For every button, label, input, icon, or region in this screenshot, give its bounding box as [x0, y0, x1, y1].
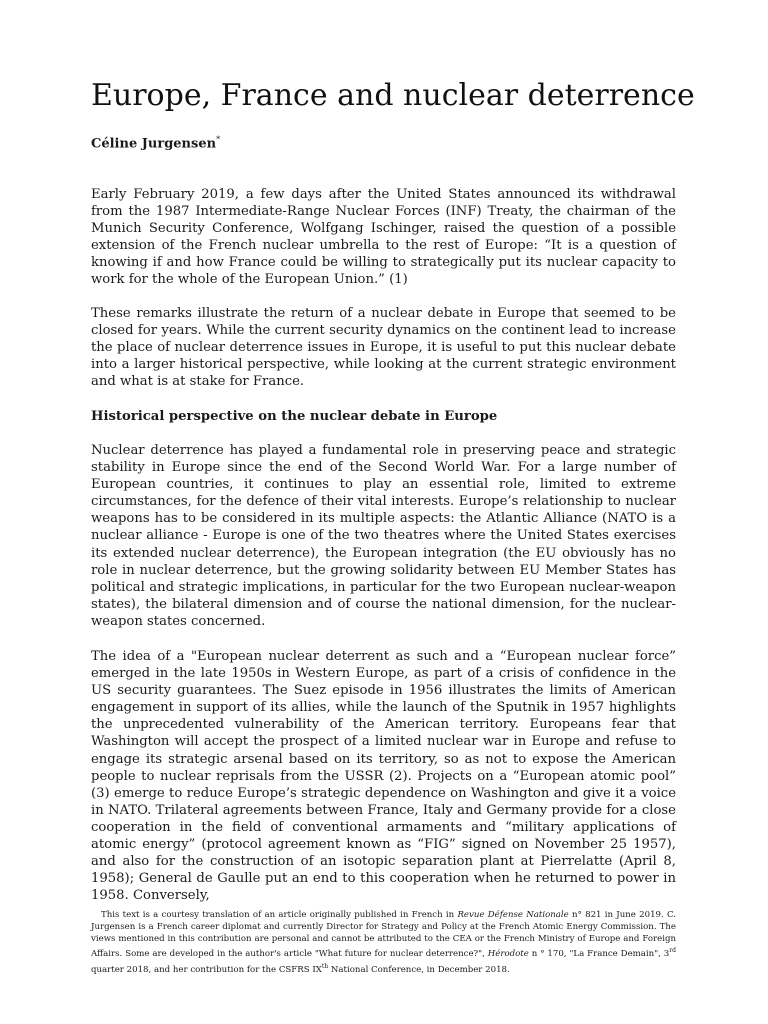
author-line — [91, 132, 220, 152]
footnote — [91, 910, 676, 977]
footnote-journal: Revue Défense Nationale — [457, 910, 569, 920]
footnote-ordinal: rd — [669, 947, 676, 955]
footnote-text: n° 821 in June 2019. C. Jurgensen is a French career diplomat and currently Director for Strategy and Policy at the French Atomic Energy Commission. The views mentioned in this contribution are personal and cannot be attributed to the CEA or the French Ministry of Europe and Foreign Affairs. Some are developed in the author's article "What future for nuclear deterrence?", — [91, 910, 676, 960]
section-heading: Historical perspective on the nuclear debate in Europe — [91, 409, 498, 424]
paragraph-intro: Early February 2019, a few days after the United States announced its withdrawal from the 1987 Intermediate-Range Nuclear Forces (INF) Treaty, the chairman of the Munich Security Conference, Wolfgang Ischinger, raised the question of a possible extension of the French nuclear umbrella to the rest of Europe: “It is a question of knowing if and how France could be willing to strategically put its nuclear capacity to work for the whole of the European Union.” (1) — [91, 187, 676, 288]
footnote-text: quarter 2018, and her contribution for the CSFRS IX — [91, 964, 322, 975]
footnote-text: National Conference, in December 2018. — [328, 964, 510, 975]
paragraph-european-deterrent: The idea of a "European nuclear deterrent as such and a “European nuclear force” emerged in the late 1950s in Western Europe, as part of a crisis of confidence in the US security guarantees. The Suez episode in 1956 illustrates the limits of American engagement in support of its allies, while the launch of the Sputnik in 1957 highlights the unprecedented vulnerability of the American territory. Europeans fear that Washington will accept the prospect of a limited nuclear war in Europe and refuse to engage its strategic arsenal based on its territory, so as not to expose the American people to nuclear reprisals from the USSR (2). Projects on a “European atomic pool” (3) emerge to reduce Europe’s strategic dependence on Washington and give it a voice in NATO. Trilateral agreements between France, Italy and Germany provide for a close cooperation in the field of conventional armaments and “military applications of atomic energy” (protocol agreement known as “FIG” signed on November 25 1957), and also for the construction of an isotopic separation plant at Pierrelatte (April 8, 1958); General de Gaulle put an end to this cooperation when he returned to power in 1958. Conversely, — [91, 649, 676, 904]
footnote-journal: Hérodote — [487, 949, 529, 960]
footnote-ordinal: th — [321, 963, 329, 971]
author-footnote-marker: * — [216, 135, 221, 144]
footnote-text: n ° 170, "La France Demain", 3 — [528, 949, 670, 960]
footnote-text: This text is a courtesy translation of an article originally published in French in — [101, 910, 458, 920]
paragraph-deterrence-role: Nuclear deterrence has played a fundamental role in preserving peace and strategic stability in Europe since the end of the Second World War. For a large number of European countries, it continues to play an essential role, limited to extreme circumstances, for the defence of their vital interests. Europe’s relationship to nuclear weapons has to be considered in its multiple aspects: the Atlantic Alliance (NATO is a nuclear alliance - Europe is one of the two theatres where the United States exercises its extended nuclear deterrence), the European integration (the EU obviously has no role in nuclear deterrence, but the growing solidarity between EU Member States has political and strategic implications, in particular for the two European nuclear-weapon states), the bilateral dimension and of course the national dimension, for the nuclear-weapon states concerned. — [91, 443, 676, 629]
author-name: Céline Jurgensen — [91, 136, 217, 152]
paragraph-context: These remarks illustrate the return of a nuclear debate in Europe that seemed to be closed for years. While the current security dynamics on the continent lead to increase the place of nuclear deterrence issues in Europe, it is useful to put this nuclear debate into a larger historical perspective, while looking at the current strategic environment and what is at stake for France. — [91, 306, 676, 390]
document-title: Europe, France and nuclear deterrence — [91, 78, 695, 113]
